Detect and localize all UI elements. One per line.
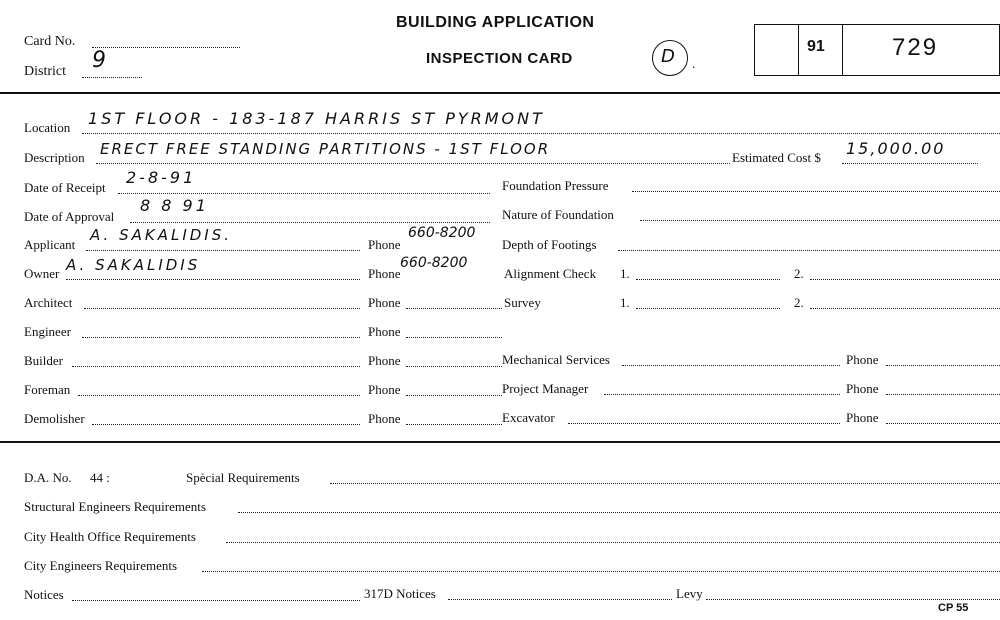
form-code: CP 55 <box>938 602 969 614</box>
notices-label: Notices <box>24 587 64 602</box>
builder-label: Builder <box>24 353 63 368</box>
middle-rule <box>0 441 1000 443</box>
demolisher-field[interactable] <box>92 424 360 425</box>
excavator-label: Excavator <box>502 410 555 425</box>
alignment-check-num1: 1. <box>620 266 630 281</box>
project-manager-field[interactable] <box>604 394 840 395</box>
da-no-label: D.A. No. <box>24 470 72 485</box>
structural-engineers-field[interactable] <box>238 512 1000 513</box>
location-value: 1ST FLOOR - 183-187 HARRIS ST PYRMONT <box>88 109 545 128</box>
description-label: Description <box>24 150 85 165</box>
foundation-pressure-field[interactable] <box>632 191 1000 192</box>
architect-label: Architect <box>24 295 73 310</box>
engineer-label: Engineer <box>24 324 71 339</box>
architect-phone-field[interactable] <box>406 308 502 309</box>
survey-label: Survey <box>504 295 541 310</box>
date-of-approval-field[interactable] <box>130 222 490 223</box>
builder-field[interactable] <box>72 366 360 367</box>
card-no-field[interactable] <box>92 47 240 48</box>
owner-phone-label: Phone <box>368 266 401 281</box>
notices-317d-label: 317D Notices <box>364 586 436 601</box>
structural-engineers-label: Structural Engineers Requirements <box>24 499 206 514</box>
engineer-phone-field[interactable] <box>406 337 502 338</box>
excavator-phone-field[interactable] <box>886 423 1000 424</box>
estimated-cost-label: Estimated Cost $ <box>732 150 821 165</box>
notices-field[interactable] <box>72 600 360 601</box>
architect-field[interactable] <box>84 308 360 309</box>
nature-of-foundation-label: Nature of Foundation <box>502 207 614 222</box>
notices-317d-field[interactable] <box>448 599 672 600</box>
foreman-phone-field[interactable] <box>406 395 502 396</box>
mechanical-services-field[interactable] <box>622 365 840 366</box>
location-field[interactable] <box>82 133 1000 134</box>
depth-of-footings-label: Depth of Footings <box>502 237 597 252</box>
nature-of-foundation-field[interactable] <box>640 220 1000 221</box>
header-rule <box>0 92 1000 94</box>
date-of-approval-label: Date of Approval <box>24 209 115 224</box>
alignment-check-num2: 2. <box>794 266 804 281</box>
applicant-label: Applicant <box>24 237 76 252</box>
applicant-field[interactable] <box>86 250 360 251</box>
card-no-label: Card No. <box>24 34 76 49</box>
levy-field[interactable] <box>706 599 1000 600</box>
box-divider <box>842 24 843 76</box>
mechanical-services-label: Mechanical Services <box>502 352 610 367</box>
survey-field-1[interactable] <box>636 308 780 309</box>
builder-phone-field[interactable] <box>406 366 502 367</box>
excavator-field[interactable] <box>568 423 840 424</box>
demolisher-label: Demolisher <box>24 411 85 426</box>
alignment-check-field-1[interactable] <box>636 279 780 280</box>
special-requirements-label: Spècial Requirements <box>186 470 300 485</box>
architect-phone-label: Phone <box>368 295 401 310</box>
owner-phone-value: 660-8200 <box>400 255 468 271</box>
district-field[interactable] <box>82 77 142 78</box>
mechanical-services-phone-label: Phone <box>846 352 879 367</box>
city-engineers-field[interactable] <box>202 571 1000 572</box>
city-health-field[interactable] <box>226 542 1000 543</box>
survey-field-2[interactable] <box>810 308 1000 309</box>
district-label: District <box>24 64 66 79</box>
foreman-label: Foreman <box>24 382 71 397</box>
dot-mark: . <box>692 56 696 71</box>
card-number-box <box>754 24 1000 76</box>
owner-field[interactable] <box>66 279 360 280</box>
foreman-phone-label: Phone <box>368 382 401 397</box>
box-right-number: 729 <box>892 34 939 61</box>
da-no-value: 44 : <box>90 470 110 485</box>
owner-label: Owner <box>24 266 60 281</box>
location-label: Location <box>24 120 71 135</box>
alignment-check-field-2[interactable] <box>810 279 1000 280</box>
project-manager-label: Project Manager <box>502 381 589 396</box>
demolisher-phone-field[interactable] <box>406 424 502 425</box>
date-of-receipt-field[interactable] <box>118 193 490 194</box>
levy-label: Levy <box>676 586 703 601</box>
form-title-line1: BUILDING APPLICATION <box>396 14 595 31</box>
alignment-check-label: Alignment Check <box>504 266 597 281</box>
builder-phone-label: Phone <box>368 353 401 368</box>
mechanical-services-phone-field[interactable] <box>886 365 1000 366</box>
circled-mark-letter: D <box>661 46 675 67</box>
date-of-receipt-label: Date of Receipt <box>24 180 106 195</box>
circled-mark <box>652 40 688 76</box>
description-value: ERECT FREE STANDING PARTITIONS - 1ST FLOOR <box>100 140 551 158</box>
project-manager-phone-label: Phone <box>846 381 879 396</box>
form-title-line2: INSPECTION CARD <box>426 50 573 67</box>
project-manager-phone-field[interactable] <box>886 394 1000 395</box>
box-left-number: 91 <box>807 38 825 55</box>
estimated-cost-value: 15,000.00 <box>846 139 946 158</box>
engineer-phone-label: Phone <box>368 324 401 339</box>
applicant-value: A. SAKALIDIS. <box>90 226 233 244</box>
survey-num1: 1. <box>620 295 630 310</box>
survey-num2: 2. <box>794 295 804 310</box>
engineer-field[interactable] <box>82 337 360 338</box>
date-of-receipt-value: 2-8-91 <box>126 168 197 187</box>
depth-of-footings-field[interactable] <box>618 250 1000 251</box>
foundation-pressure-label: Foundation Pressure <box>502 178 609 193</box>
date-of-approval-value: 8 8 91 <box>140 196 209 215</box>
special-requirements-field[interactable] <box>330 483 1000 484</box>
box-divider <box>798 24 799 76</box>
excavator-phone-label: Phone <box>846 410 879 425</box>
applicant-phone-value: 660-8200 <box>408 225 476 241</box>
applicant-phone-label: Phone <box>368 237 401 252</box>
foreman-field[interactable] <box>78 395 360 396</box>
description-field[interactable] <box>96 163 730 164</box>
district-value: 9 <box>92 48 109 73</box>
city-health-label: City Health Office Requirements <box>24 529 196 544</box>
city-engineers-label: City Engineers Requirements <box>24 558 178 573</box>
estimated-cost-field[interactable] <box>842 163 978 164</box>
owner-value: A. SAKALIDIS <box>66 256 201 274</box>
demolisher-phone-label: Phone <box>368 411 401 426</box>
